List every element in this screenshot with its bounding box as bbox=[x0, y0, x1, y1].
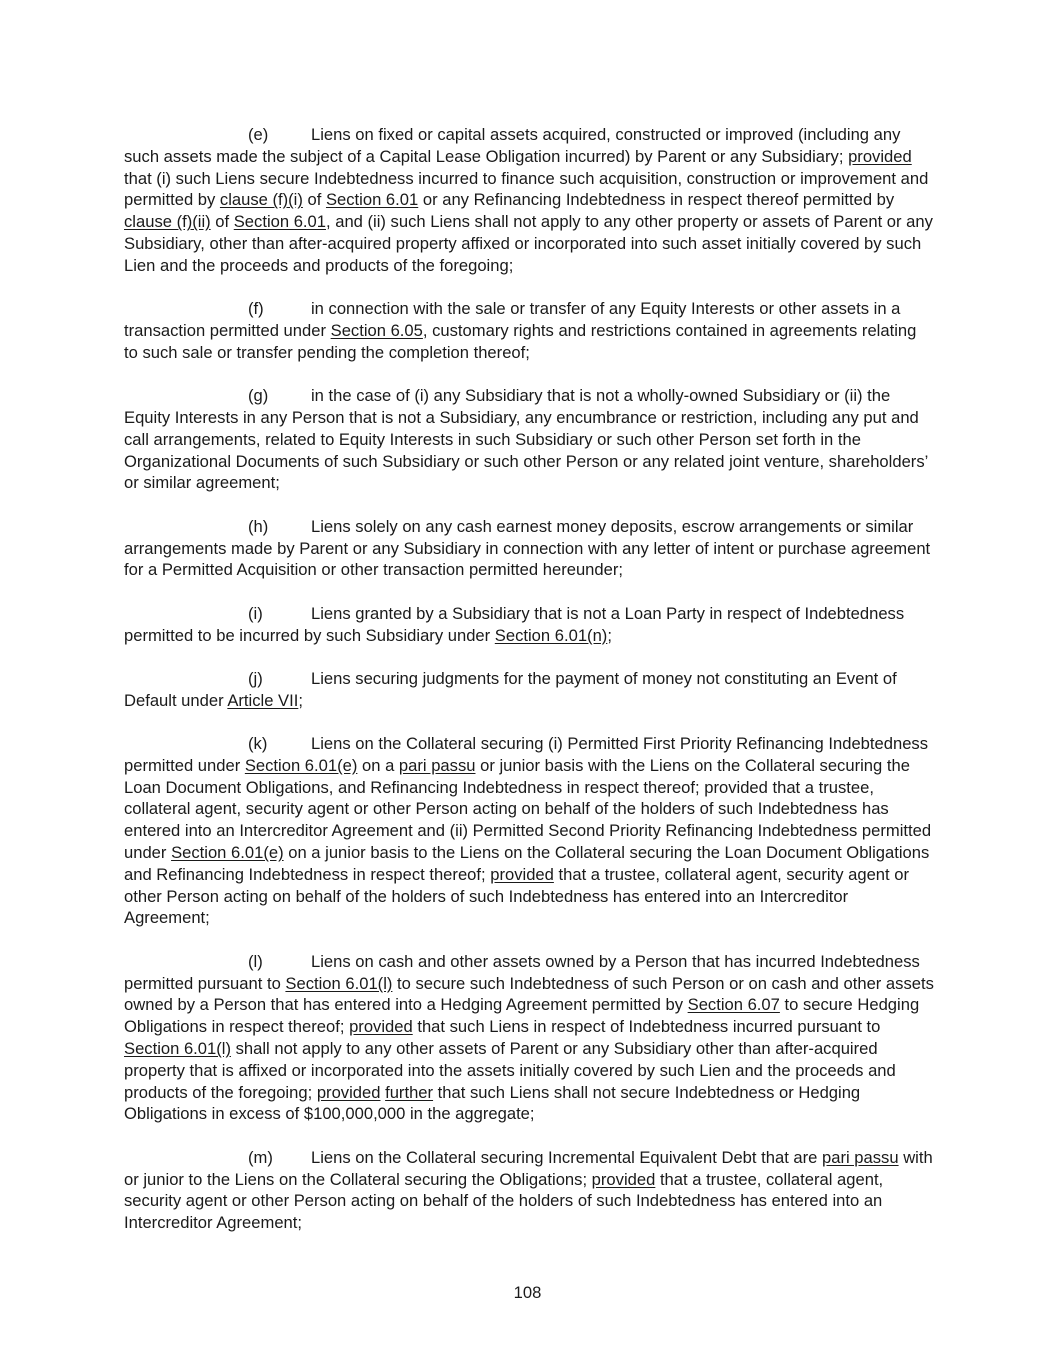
clause-label: (f) bbox=[248, 299, 264, 319]
clause-list bbox=[124, 124, 934, 1234]
underlined-reference: Section 6.05 bbox=[330, 320, 423, 340]
clause-text: of bbox=[302, 190, 326, 210]
clause-text: or any Refinancing Indebtedness in respect thereof permitted by bbox=[418, 190, 895, 210]
underlined-reference: provided bbox=[591, 1169, 656, 1189]
underlined-reference: clause (f)(ii) bbox=[124, 212, 211, 232]
clause-text: Liens solely on any cash earnest money deposits, escrow arrangements or similar arrangements made by Parent or any Subsidiary in connection with any letter of intent or purchase agreement for a Permitted Acquisition or other transaction permitted hereunder; bbox=[124, 516, 931, 580]
underlined-reference: Section 6.01(l) bbox=[124, 1039, 231, 1059]
clause-text: Liens securing judgments for the payment of money not constituting an Event of Default under bbox=[124, 668, 897, 710]
clause-paragraph bbox=[124, 733, 934, 929]
clause-paragraph bbox=[124, 603, 934, 647]
clause-text: Liens on the Collateral securing (i) Permitted First Priority Refinancing Indebtedness permitted under bbox=[124, 734, 929, 775]
clause-text: that a trustee, collateral agent, security agent or other Person acting on behalf of the holders of such Indebtedness has entered into an Intercreditor Agreement; bbox=[124, 864, 910, 928]
underlined-reference: clause (f)(i) bbox=[219, 190, 303, 210]
underlined-reference: Section 6.01(l) bbox=[285, 973, 393, 993]
page-number: 108 bbox=[513, 1283, 542, 1302]
clause-text: that a trustee, collateral agent, security agent or other Person acting on behalf of the holders of such Indebtedness has entered into an Intercreditor Agreement; bbox=[124, 1169, 884, 1233]
underlined-reference: further bbox=[385, 1082, 434, 1102]
underlined-reference: pari passu bbox=[398, 755, 476, 775]
clause-text: of bbox=[210, 212, 234, 232]
clause-text: on a junior basis to the Liens on the Collateral securing the Loan Document Obligations and Refinancing Indebtedness in respect thereof; bbox=[124, 843, 930, 884]
clause-paragraph bbox=[124, 668, 934, 712]
underlined-reference: Article VII bbox=[227, 690, 299, 710]
underlined-reference: Section 6.07 bbox=[687, 995, 780, 1015]
clause-text: , and (ii) such Liens shall not apply to any other property or assets of Parent or any Subsidiary, other than after-acquired property affixed or incorporated into such asset initially covered by such Lien and the proceeds and products of the foregoing; bbox=[124, 212, 933, 275]
clause-paragraph bbox=[124, 124, 934, 277]
clause-text: Liens on cash and other assets owned by a Person that has incurred Indebtedness permitted pursuant to bbox=[124, 951, 920, 993]
underlined-reference: Section 6.01(n) bbox=[494, 625, 608, 645]
clause-text: that (i) such Liens secure Indebtedness incurred to finance such acquisition, construction or improvement and permitted by bbox=[124, 168, 929, 210]
clause-text: in connection with the sale or transfer of any Equity Interests or other assets in a transaction permitted under bbox=[124, 299, 901, 340]
underlined-reference: Section 6.01 bbox=[233, 212, 326, 232]
clause-label: (h) bbox=[248, 516, 269, 536]
underlined-reference: Section 6.01 bbox=[325, 190, 419, 210]
underlined-reference: Section 6.01(e) bbox=[244, 755, 358, 775]
clause-label: (g) bbox=[248, 386, 269, 406]
clause-label: (j) bbox=[248, 668, 263, 688]
clause-paragraph bbox=[124, 1147, 934, 1234]
clause-text: Liens on the Collateral securing Incremental Equivalent Debt that are bbox=[311, 1147, 823, 1167]
clause-label: (l) bbox=[248, 951, 263, 971]
clause-paragraph bbox=[124, 951, 934, 1125]
underlined-reference: provided bbox=[316, 1082, 381, 1102]
underlined-reference: provided bbox=[848, 146, 912, 166]
clause-text: Liens granted by a Subsidiary that is not a Loan Party in respect of Indebtedness permitted to be incurred by such Subsidiary under bbox=[124, 603, 905, 645]
clause-text: that such Liens shall not secure Indebtedness or Hedging Obligations in excess of $100,000,000 in the aggregate; bbox=[124, 1082, 861, 1124]
clause-label: (k) bbox=[248, 734, 268, 754]
underlined-reference: Section 6.01(e) bbox=[171, 843, 284, 863]
clause-text: that such Liens in respect of Indebtedness incurred pursuant to bbox=[412, 1017, 881, 1037]
underlined-reference: pari passu bbox=[822, 1147, 899, 1167]
clause-text: ; bbox=[298, 690, 303, 710]
clause-text: on a bbox=[357, 755, 399, 775]
clause-label: (m) bbox=[248, 1147, 273, 1167]
clause-label: (i) bbox=[248, 603, 263, 623]
clause-paragraph bbox=[124, 385, 934, 494]
clause-text: shall not apply to any other assets of Parent or any Subsidiary other than after-acquired property that is affixed or incorporated into the assets initially covered by such Lien and the proceeds and products of the foregoing; bbox=[124, 1039, 896, 1102]
clause-text: Liens on fixed or capital assets acquired, constructed or improved (including any such assets made the subject of a Capital Lease Obligation incurred) by Parent or any Subsidiary; bbox=[124, 125, 901, 166]
clause-text: to secure Hedging Obligations in respect thereof; bbox=[124, 995, 920, 1037]
clause-text: ; bbox=[607, 625, 612, 645]
clause-text: with or junior to the Liens on the Collateral securing the Obligations; bbox=[124, 1147, 933, 1189]
clause-text: or junior basis with the Liens on the Collateral securing the Loan Document Obligations, and Refinancing Indebtedness in respect thereof; provided that a trustee, collateral agent, security agent or other Person acting on behalf of the holders of such Indebtedness has entered into an Intercreditor Agreement and (ii) Permitted Second Priority Refinancing Indebtedness permitted under bbox=[124, 755, 932, 863]
underlined-reference: provided bbox=[490, 864, 554, 884]
clause-text: to secure such Indebtedness of such Person or on cash and other assets owned by a Person that has entered into a Hedging Agreement permitted by bbox=[124, 973, 934, 1015]
document-page bbox=[124, 124, 934, 1256]
clause-label: (e) bbox=[248, 125, 269, 144]
clause-paragraph bbox=[124, 298, 934, 363]
clause-paragraph bbox=[124, 516, 934, 581]
clause-text: in the case of (i) any Subsidiary that is not a wholly-owned Subsidiary or (ii) the Equity Interests in any Person that is not a Subsidiary, any encumbrance or restriction, including any put and call arrangements, related to Equity Interests in such Subsidiary or such other Person set forth in the Organizational Documents of such Subsidiary or such other Person or any related joint venture, shareholders’ or similar agreement; bbox=[124, 386, 928, 493]
clause-text: , customary rights and restrictions contained in agreements relating to such sale or transfer pending the completion thereof; bbox=[124, 320, 917, 362]
underlined-reference: provided bbox=[349, 1017, 413, 1037]
